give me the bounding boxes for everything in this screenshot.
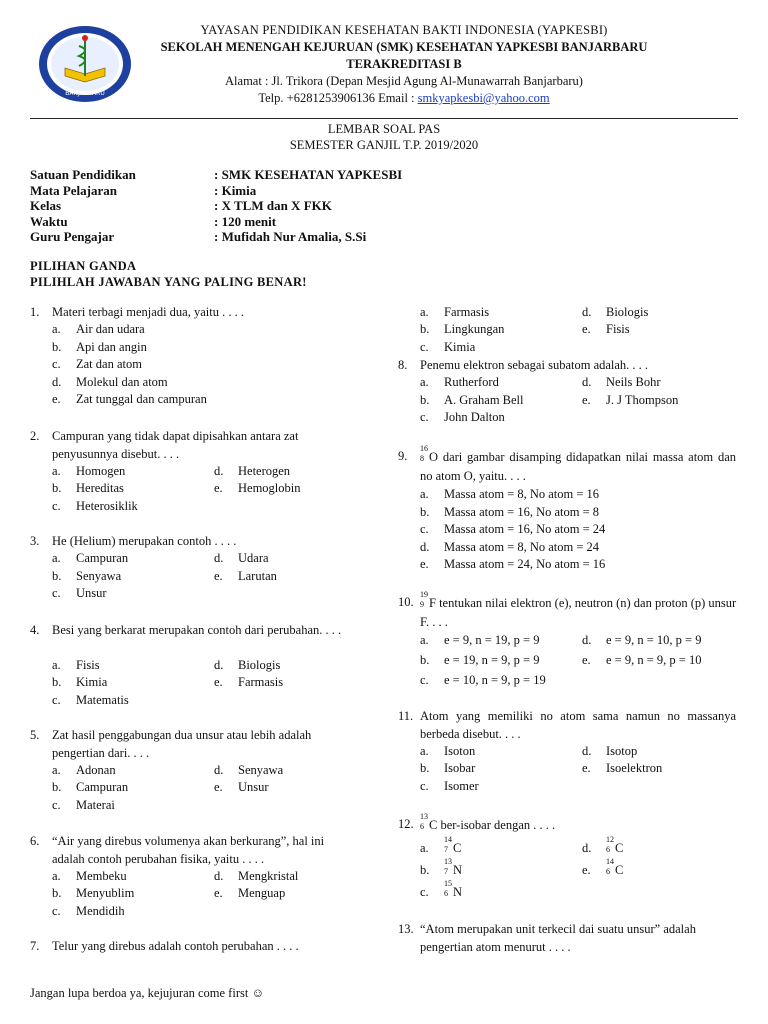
info-label: Waktu [30, 213, 68, 229]
option-e[interactable]: e. Zat tunggal dan campuran [52, 392, 207, 406]
option-a[interactable]: a. e = 9, n = 19, p = 9 [420, 633, 540, 647]
option-c[interactable]: c. Isomer [420, 779, 479, 793]
info-label: Satuan Pendidikan [30, 167, 136, 182]
option-e[interactable]: e. J. J Thompson [582, 393, 679, 407]
option-d[interactable]: d. Udara [214, 551, 269, 565]
letterhead [0, 22, 768, 107]
option-c[interactable]: c. e = 10, n = 9, p = 19 [420, 673, 546, 687]
question-stem: 16 8 O dari gambar disamping didapatkan nilai massa atom dan no atom O, yaitu. . . . [420, 444, 736, 483]
option-d[interactable]: d. Biologis [214, 658, 281, 672]
question-stem: Zat hasil penggabungan dua unsur atau lebih adalah pengertian dari. . . . [52, 728, 312, 760]
option-c[interactable]: c. Zat dan atom [52, 357, 142, 371]
question-number: 4. [30, 623, 40, 637]
document-title [0, 122, 768, 153]
option-b[interactable]: b. Menyublim [52, 886, 135, 900]
option-e[interactable]: e. Larutan [214, 569, 277, 583]
question-number: 13. [398, 922, 414, 936]
option-e[interactable]: e. Massa atom = 24, No atom = 16 [420, 557, 606, 571]
option-b[interactable]: b. Lingkungan [420, 322, 505, 336]
question-number: 2. [30, 429, 40, 443]
question-stem: “Air yang direbus volumenya akan berkurang”, hal ini adalah contoh perubahan fisika, yaitu . . . . [52, 834, 325, 866]
section-heading [30, 259, 307, 290]
info-label: Mata Pelajaran [30, 182, 118, 198]
question-2 [30, 428, 370, 518]
question-8 [398, 357, 738, 429]
question-number: 8. [398, 358, 408, 372]
question-4 [30, 622, 370, 712]
question-stem: Campuran yang tidak dapat dipisahkan antara zat penyusunnya disebut. . . . [52, 429, 299, 461]
question-9 [398, 444, 738, 578]
question-number: 10. [398, 595, 414, 609]
section-title: PILIHAN GANDA [30, 259, 137, 273]
option-e[interactable]: e. Unsur [214, 780, 269, 794]
option-b[interactable]: b. Api dan angin [52, 340, 147, 354]
option-c[interactable]: c. Mendidih [52, 904, 125, 918]
question-stem: Atom yang memiliki no atom sama namun no massanya berbeda disebut. . . . [420, 709, 736, 741]
option-e[interactable]: e. Isoelektron [582, 761, 663, 775]
option-b[interactable]: b. 13 7 N [420, 857, 463, 877]
section-instruction: PILIHLAH JAWABAN YANG PALING BENAR! [30, 274, 307, 289]
question-3 [30, 533, 370, 605]
question-13 [398, 921, 738, 961]
info-row [30, 229, 530, 245]
option-d[interactable]: d. Isotop [582, 744, 638, 758]
question-5 [30, 727, 370, 817]
question-number: 11. [398, 709, 414, 723]
option-d[interactable]: d. Mengkristal [214, 869, 299, 883]
question-number: 7. [30, 939, 40, 953]
foundation-name: YAYASAN PENDIDIKAN KESEHATAN BAKTI INDONESIA (YAPKESBI) [200, 23, 608, 37]
title-line-1: LEMBAR SOAL PAS [327, 122, 441, 136]
question-6 [30, 833, 370, 923]
info-value: : Mufidah Nur Amalia, S.Si [214, 229, 367, 244]
info-label: Kelas [30, 198, 62, 213]
question-7 [30, 938, 370, 958]
exam-info [30, 167, 530, 245]
question-stem: Besi yang berkarat merupakan contoh dari perubahan. . . . [52, 623, 342, 637]
option-e[interactable]: e. Hemoglobin [214, 481, 301, 495]
option-b[interactable]: b. Campuran [52, 780, 129, 794]
option-d[interactable]: d. Molekul dan atom [52, 375, 168, 389]
option-c[interactable]: c. 15 6 N [420, 879, 463, 899]
question-stem: Telur yang direbus adalah contoh perubahan . . . . [52, 939, 299, 953]
option-c[interactable]: c. Kimia [420, 340, 476, 354]
info-row [30, 167, 530, 183]
option-a[interactable]: a. Massa atom = 8, No atom = 16 [420, 487, 600, 501]
header-divider [30, 118, 738, 119]
info-value: : 120 menit [214, 213, 277, 229]
school-name: SEKOLAH MENENGAH KEJURUAN (SMK) KESEHATAN YAPKESBI BANJARBARU [160, 40, 648, 54]
option-b[interactable]: b. Massa atom = 16, No atom = 8 [420, 505, 600, 519]
option-d[interactable]: d. Heterogen [214, 464, 291, 478]
option-e[interactable]: e. e = 9, n = 9, p = 10 [582, 653, 702, 667]
option-e[interactable]: e. Fisis [582, 322, 630, 336]
option-d[interactable]: d. Senyawa [214, 763, 284, 777]
nuclide-symbol: 13 6 [420, 812, 428, 831]
option-c[interactable]: c. Unsur [52, 586, 107, 600]
accreditation: TERAKREDITASI B [346, 57, 462, 71]
option-b[interactable]: b. Kimia [52, 675, 108, 689]
question-7-options [398, 304, 738, 358]
info-label: Guru Pengajar [30, 229, 115, 244]
address: Alamat : Jl. Trikora (Depan Mesjid Agung Al-Munawarrah Banjarbaru) [225, 74, 583, 88]
email-link[interactable]: smkyapkesbi@yahoo.com [417, 91, 550, 105]
option-b[interactable]: b. Isobar [420, 761, 476, 775]
phone-text: Telp. +6281253906136 Email : [258, 91, 418, 105]
option-a[interactable]: a. Rutherford [420, 375, 499, 389]
option-e[interactable]: e. Menguap [214, 886, 286, 900]
option-e[interactable]: e. Farmasis [214, 675, 284, 689]
question-number: 5. [30, 728, 40, 742]
option-d[interactable]: d. Neils Bohr [582, 375, 661, 389]
option-c[interactable]: c. Heterosiklik [52, 499, 138, 513]
question-1 [30, 304, 370, 414]
option-d[interactable]: d. Massa atom = 8, No atom = 24 [420, 540, 600, 554]
option-d[interactable]: d. Biologis [582, 305, 649, 319]
question-stem: He (Helium) merupakan contoh . . . . [52, 534, 237, 548]
title-line-2: SEMESTER GANJIL T.P. 2019/2020 [289, 137, 479, 152]
info-value: : SMK KESEHATAN YAPKESBI [214, 167, 403, 182]
nuclide-symbol: 16 8 [420, 444, 428, 463]
option-a[interactable]: a. Air dan udara [52, 322, 145, 336]
question-number: 1. [30, 305, 40, 319]
option-d[interactable]: d. 12 6 C [582, 835, 624, 855]
option-c[interactable]: c. Matematis [52, 693, 129, 707]
question-12 [398, 812, 738, 906]
svg-text:BANJARBARU: BANJARBARU [65, 90, 105, 97]
question-stem: 13 6 C ber-isobar dengan . . . . [420, 812, 556, 832]
info-row [30, 214, 530, 230]
option-a[interactable]: a. Fisis [52, 658, 100, 672]
contact-line [40, 90, 768, 107]
option-a[interactable]: a. Adonan [52, 763, 116, 777]
question-number: 6. [30, 834, 40, 848]
info-row [30, 198, 530, 214]
option-b[interactable]: b. Senyawa [52, 569, 122, 583]
option-d[interactable]: d. e = 9, n = 10, p = 9 [582, 633, 702, 647]
info-value: : Kimia [214, 182, 257, 198]
question-stem: Penemu elektron sebagai subatom adalah. . . . [420, 358, 649, 372]
question-stem: “Atom merupakan unit terkecil dai suatu unsur” adalah pengertian atom menurut . . . . [420, 922, 696, 954]
option-a[interactable]: a. Isoton [420, 744, 476, 758]
option-c[interactable]: c. Massa atom = 16, No atom = 24 [420, 522, 606, 536]
option-b[interactable]: b. e = 19, n = 9, p = 9 [420, 653, 540, 667]
question-number: 12. [398, 817, 414, 831]
question-stem: 19 9 F tentukan nilai elektron (e), neutron (n) dan proton (p) unsur F. . . . [420, 590, 737, 629]
question-number: 3. [30, 534, 40, 548]
info-row [30, 183, 530, 199]
option-a[interactable]: a. Homogen [52, 464, 126, 478]
option-c[interactable]: c. Materai [52, 798, 115, 812]
question-11 [398, 708, 738, 798]
footer-note: Jangan lupa berdoa ya, kejujuran come first ☺ [30, 986, 265, 1000]
option-a[interactable]: a. Farmasis [420, 305, 490, 319]
option-e[interactable]: e. 14 6 C [582, 857, 624, 877]
question-number: 9. [398, 449, 408, 463]
info-value: : X TLM dan X FKK [214, 198, 332, 213]
option-a[interactable]: a. 14 7 C [420, 835, 462, 855]
option-b[interactable]: b. A. Graham Bell [420, 393, 524, 407]
nuclide-symbol: 19 9 [420, 590, 428, 609]
option-b[interactable]: b. Hereditas [52, 481, 124, 495]
question-stem: Materi terbagi menjadi dua, yaitu . . . . [52, 305, 244, 319]
option-a[interactable]: a. Campuran [52, 551, 129, 565]
question-10 [398, 590, 738, 690]
option-c[interactable]: c. John Dalton [420, 410, 505, 424]
option-a[interactable]: a. Membeku [52, 869, 127, 883]
